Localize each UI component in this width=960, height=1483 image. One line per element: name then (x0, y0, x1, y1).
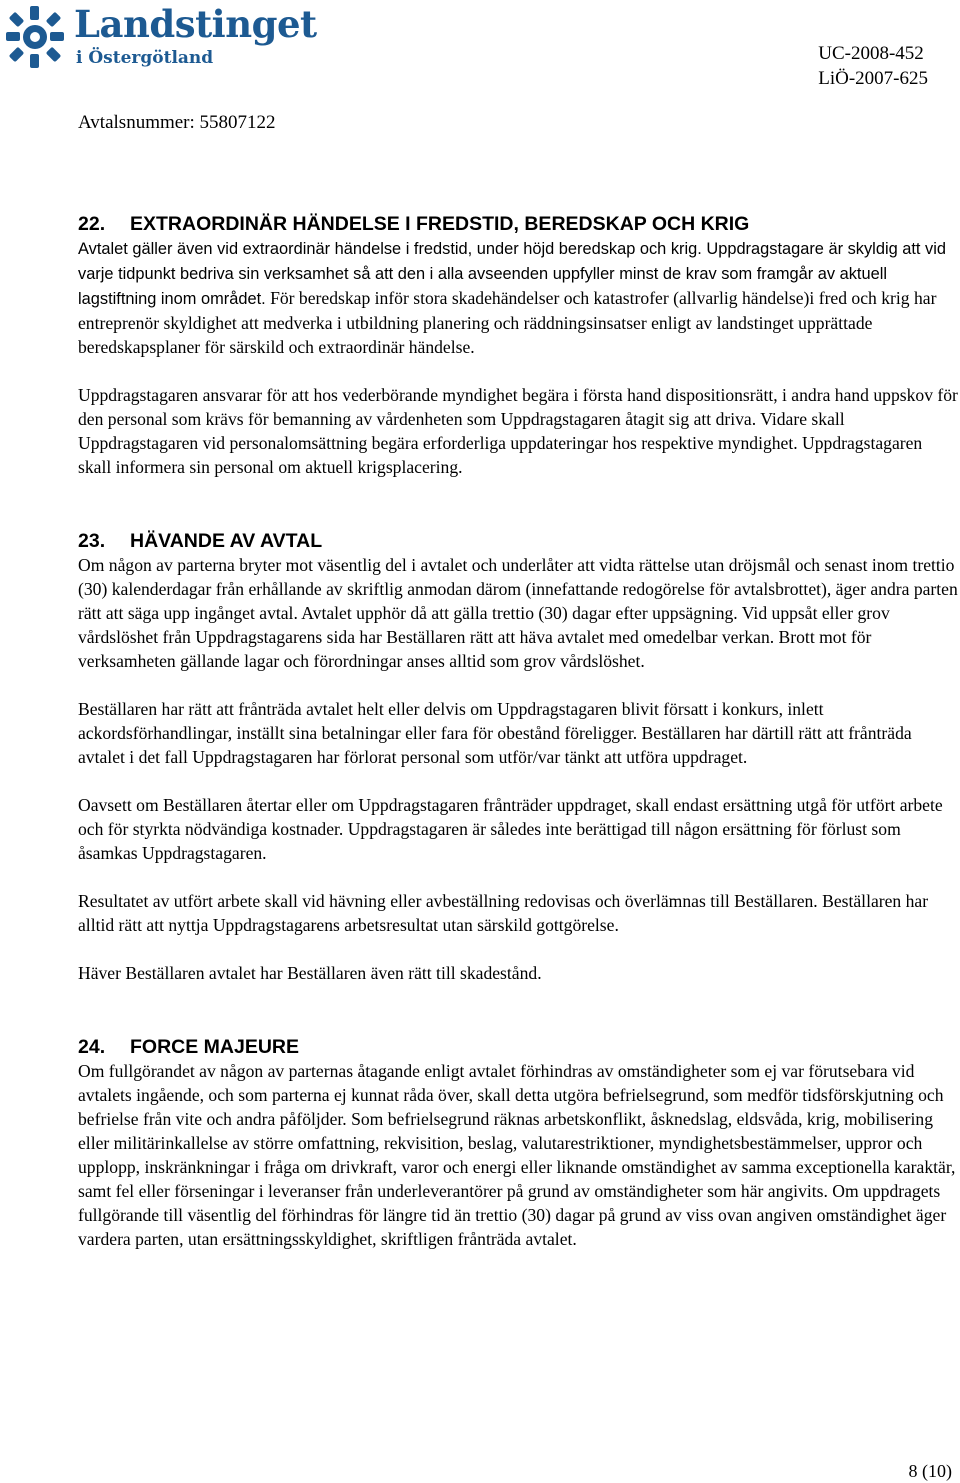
section-number: 22. (78, 213, 106, 235)
section-23 (78, 529, 958, 985)
section-23-paragraph-4: Resultatet av utfört arbete skall vid hävning eller avbeställning redovisas och överlämnas till Beställaren. Beställaren har alltid rätt att nyttja Uppdragstagarens arbetsresultat utan särskild gottgörelse. (78, 891, 929, 935)
section-23-paragraph-1: Om någon av parterna bryter mot väsentlig del i avtalet och underlåter att vidta rättelse utan dröjsmål och senast inom trettio (30) kalenderdagar från erhållande av skriftlig anmodan därom (innefattande redogörelse för avtalsbrottet), äger andra parten rätt att säga upp ingånget avtal. Avtalet upphör då att gälla trettio (30) dagar efter uppsägning. Vid uppsåt eller grov vårdslöshet från Uppdragstagarens sida har Beställaren rätt att häva avtalet med omedelbar verkan. Brott mot för verksamheten gällande lagar och förordningar anses alltid som grov vårdslöshet. (78, 555, 958, 671)
section-22-paragraph-1 (78, 236, 958, 359)
section-23-paragraph-3: Oavsett om Beställaren återtar eller om Uppdragstagaren frånträder uppdraget, skall endast ersättning utgå för utfört arbete och för styrkta nödvändiga kostnader. Uppdragstagaren är således inte berättigad till någon ersättning för förlust som åsamkas Uppdragstagaren. (78, 795, 943, 863)
section-title: EXTRAORDINÄR HÄNDELSE I FREDSTID, BEREDSKAP OCH KRIG (130, 213, 750, 235)
logo-subtitle: i Östergötland (76, 48, 214, 68)
section-number: 24. (78, 1036, 106, 1058)
section-number: 23. (78, 530, 106, 552)
section-23-paragraph-2: Beställaren har rätt att frånträda avtalet helt eller delvis om Uppdragstagaren blivit försatt i konkurs, inlett ackordsförhandlingar, inställt sina betalningar eller fara för obestånd föreligger. Beställaren har därtill rätt att frånträda avtalet i det fall Uppdragstagaren har förlorat personal som utför/var tänkt att utföra uppdraget. (78, 699, 912, 767)
reference-numbers (818, 41, 928, 91)
section-24 (78, 1035, 958, 1251)
logo-title: Landstinget (74, 2, 317, 46)
section-23-paragraph-5: Häver Beställaren avtalet har Beställaren även rätt till skadestånd. (78, 963, 542, 983)
section-22 (78, 212, 958, 479)
section-title: HÄVANDE AV AVTAL (130, 530, 323, 552)
paragraph-sans-part: Avtalet gäller även vid extraordinär händelse i fredstid, under höjd beredskap och krig. Uppdragstagare är skyldig att vid varje tidpunkt bedriva sin verksamhet så att den i alla avseenden uppfyller minst de krav som framgår av aktuell lagstiftning inom området. (78, 240, 946, 308)
section-22-paragraph-2: Uppdragstagaren ansvarar för att hos vederbörande myndighet begära i första hand dispositionsrätt, i andra hand uppskov för den personal som krävs för bemanning av vårdenheten som Uppdragstagaren åtagit sig att driva. Vidare skall Uppdragstagaren vid personalomsättning begära erforderliga uppdateringar hos respektive myndighet. Uppdragstagaren skall informera sin personal om aktuell krigsplacering. (78, 385, 958, 477)
section-24-paragraph-1: Om fullgörandet av någon av parternas åtagande enligt avtalet förhindras av omständigheter som ej var förutsebara vid avtalets ingående, och som parterna ej kunnat råda över, skall detta utgöra befrielsegrund, som medför tidsförskjutning och befrielse från vite och andra påföljder. Som befrielsegrund räknas arbetskonflikt, åsknedslag, eldsvåda, krig, mobilisering eller militärinkallelse av större omfattning, rekvisition, beslag, valutarestriktioner, myndighetsbestämmelser, uppror och upplopp, inskränkningar i fråga om drivkraft, varor och energi eller liknande omständighet av samma exceptionella karaktär, samt fel eller förseningar i leveranser från underleverantörer på grund av omständigheter som här angivits. Om uppdragets fullgörande till väsentlig del förhindras för längre tid än trettio (30) dagar på grund av viss ovan angiven omständighet äger vardera parten, utan ersättningsskyldighet, skriftligen frånträda avtalet. (78, 1061, 956, 1249)
landstinget-snowflake-logo-icon (4, 4, 66, 70)
reference-2: LiÖ-2007-625 (818, 68, 928, 89)
contract-number: Avtalsnummer: 55807122 (78, 112, 276, 133)
section-23-heading (78, 529, 958, 553)
landstinget-logo (4, 2, 317, 70)
section-24-heading (78, 1035, 958, 1059)
paragraph-serif-part: För beredskap inför stora skadehändelser och katastrofer (allvarlig händelse)i fred och krig har entreprenör skyldighet att medverka i utbildning planering och räddningsinsatser enligt av landstinget upprättade beredskapsplaner för särskild och extraordinär händelse. (78, 288, 937, 357)
section-title: FORCE MAJEURE (130, 1036, 300, 1058)
page-number: 8 (10) (908, 1461, 952, 1481)
reference-1: UC-2008-452 (818, 43, 924, 64)
section-22-heading (78, 212, 958, 236)
document-body (78, 212, 958, 1251)
